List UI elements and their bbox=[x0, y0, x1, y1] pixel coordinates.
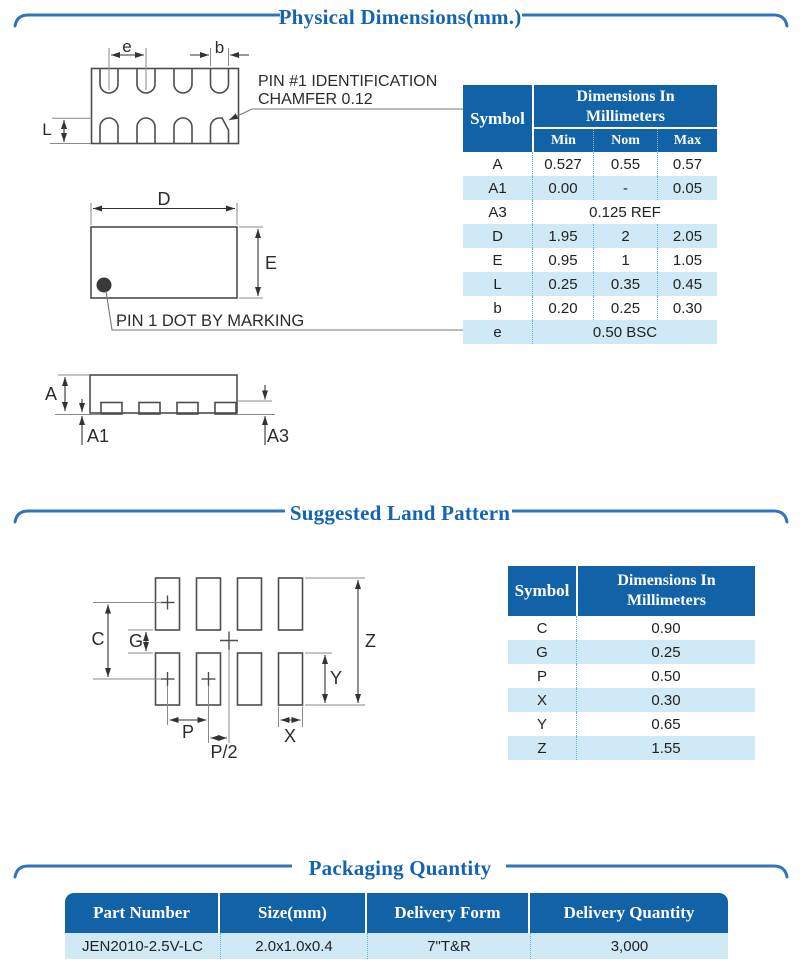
table-row bbox=[463, 224, 717, 248]
cell-symbol: e bbox=[493, 323, 502, 341]
dim-label-A3: A3 bbox=[267, 426, 290, 446]
package-side-view-drawing bbox=[30, 355, 330, 455]
table-row bbox=[463, 200, 717, 224]
pin1-chamfer bbox=[211, 118, 229, 144]
column-header-max: Max bbox=[657, 129, 717, 152]
cell-min: 1.95 bbox=[532, 224, 593, 248]
package-body-outline bbox=[92, 69, 239, 144]
header-line-right bbox=[506, 863, 794, 881]
cell-min: 0.20 bbox=[532, 296, 593, 320]
dim-label-b: b bbox=[214, 40, 225, 57]
cell-max: 0.30 bbox=[657, 296, 717, 320]
table-row bbox=[508, 736, 755, 760]
cell-symbol: Y bbox=[536, 715, 547, 733]
pin1-dot-note: PIN 1 DOT BY MARKING bbox=[116, 312, 305, 330]
cell-max: 0.45 bbox=[657, 272, 717, 296]
table-row bbox=[508, 712, 755, 736]
dim-label-Y: Y bbox=[330, 668, 343, 688]
table-row bbox=[463, 272, 717, 296]
table-header bbox=[508, 566, 755, 616]
page-title: Physical Dimensions(mm.) bbox=[278, 5, 522, 29]
table-row bbox=[463, 320, 717, 344]
table-row bbox=[65, 933, 728, 959]
center-cross-marks bbox=[161, 596, 239, 687]
cell-symbol: E bbox=[492, 251, 503, 269]
table-row bbox=[508, 664, 755, 688]
package-body-outline bbox=[90, 375, 237, 414]
dim-label-A1: A1 bbox=[87, 426, 110, 446]
cell-span-value: 0.50 BSC bbox=[532, 320, 717, 344]
cell-delivery-quantity: 3,000 bbox=[530, 933, 728, 959]
symbol-column-header: Symbol bbox=[514, 581, 570, 600]
column-header-delivery-quantity: Delivery Quantity bbox=[563, 903, 695, 922]
dim-label-e: e bbox=[122, 40, 132, 56]
extension-lines bbox=[55, 375, 275, 415]
dim-label-E: E bbox=[265, 253, 278, 273]
cell-symbol: X bbox=[536, 691, 547, 709]
group-column-header: Dimensions In Millimeters bbox=[617, 572, 716, 609]
cell-symbol: G bbox=[536, 643, 548, 661]
table-row bbox=[463, 152, 717, 176]
pin1-identification-note-line2: CHAMFER 0.12 bbox=[258, 91, 373, 108]
cell-min: 0.95 bbox=[532, 248, 593, 272]
cell-span-value: 0.125 REF bbox=[532, 200, 717, 224]
cell-min: 0.25 bbox=[532, 272, 593, 296]
table-header bbox=[65, 893, 728, 933]
cell-symbol: Z bbox=[537, 739, 547, 757]
dim-label-D: D bbox=[157, 189, 171, 209]
symbol-column-header: Symbol bbox=[470, 108, 525, 128]
dim-label-L: L bbox=[42, 120, 52, 139]
cell-nom: 0.25 bbox=[593, 296, 657, 320]
dim-label-Z: Z bbox=[365, 631, 376, 651]
cell-size: 2.0x1.0x0.4 bbox=[220, 933, 367, 959]
physical-dimensions-table bbox=[463, 85, 717, 344]
dim-label-C: C bbox=[91, 629, 105, 649]
cell-value: 0.25 bbox=[576, 640, 755, 664]
extension-lines bbox=[50, 48, 229, 144]
cell-min: 0.00 bbox=[532, 176, 593, 200]
column-header-part-number: Part Number bbox=[65, 893, 220, 933]
cell-nom: 0.55 bbox=[593, 152, 657, 176]
cell-value: 0.65 bbox=[576, 712, 755, 736]
dim-label-G: G bbox=[128, 631, 144, 651]
section-header-packaging bbox=[0, 854, 800, 882]
cell-symbol: A bbox=[492, 155, 503, 173]
dim-label-A: A bbox=[44, 384, 58, 404]
cell-value: 0.90 bbox=[576, 616, 755, 640]
cell-symbol: A3 bbox=[488, 203, 507, 221]
column-header-min: Min bbox=[551, 132, 576, 148]
cell-nom: - bbox=[593, 176, 657, 200]
table-header bbox=[463, 85, 717, 152]
cell-part-number: JEN2010-2.5V-LC bbox=[82, 937, 203, 955]
table-row bbox=[463, 176, 717, 200]
section-header-land-pattern bbox=[0, 499, 800, 527]
group-column-header: Dimensions In Millimeters bbox=[576, 88, 675, 125]
cell-max: 2.05 bbox=[657, 224, 717, 248]
cell-max: 0.05 bbox=[657, 176, 717, 200]
pin1-identification-note-line1: PIN #1 IDENTIFICATION bbox=[258, 73, 438, 90]
cell-value: 0.30 bbox=[576, 688, 755, 712]
table-row bbox=[508, 616, 755, 640]
land-pattern-table bbox=[508, 566, 755, 760]
cell-delivery-form: 7"T&R bbox=[367, 933, 530, 959]
packaging-quantity-table bbox=[65, 893, 728, 959]
extension-lines bbox=[93, 578, 365, 743]
dim-label-X: X bbox=[283, 726, 297, 746]
section-title: Packaging Quantity bbox=[308, 856, 492, 880]
cell-max: 1.05 bbox=[657, 248, 717, 272]
land-pattern-drawing bbox=[60, 550, 400, 785]
table-row bbox=[463, 248, 717, 272]
section-title: Suggested Land Pattern bbox=[289, 501, 511, 525]
column-header-nom: Nom bbox=[593, 129, 657, 152]
cell-value: 0.50 bbox=[576, 664, 755, 688]
dimension-arrows bbox=[93, 209, 258, 297]
dim-label-P: P bbox=[181, 722, 195, 742]
cell-symbol: b bbox=[493, 299, 502, 317]
dimension-arrows bbox=[108, 580, 358, 738]
table-row bbox=[508, 640, 755, 664]
table-row bbox=[463, 296, 717, 320]
pin1-dot bbox=[97, 278, 112, 293]
cell-symbol: A1 bbox=[488, 179, 507, 197]
cell-nom: 2 bbox=[593, 224, 657, 248]
package-body-outline bbox=[91, 227, 237, 298]
header-line-right bbox=[522, 12, 794, 30]
dim-label-P2: P/2 bbox=[210, 742, 238, 762]
cell-symbol: C bbox=[536, 619, 548, 637]
subheader-row bbox=[534, 129, 717, 152]
cell-nom: 0.35 bbox=[593, 272, 657, 296]
header-line-right bbox=[512, 508, 794, 526]
section-header-physical-dimensions bbox=[0, 3, 800, 31]
cell-symbol: P bbox=[536, 667, 547, 685]
cell-value: 1.55 bbox=[576, 736, 755, 760]
column-header-size: Size(mm) bbox=[220, 893, 367, 933]
column-header-delivery-form: Delivery Form bbox=[367, 893, 530, 933]
cell-symbol: L bbox=[493, 275, 502, 293]
table-row bbox=[508, 688, 755, 712]
cell-min: 0.527 bbox=[532, 152, 593, 176]
cell-symbol: D bbox=[492, 227, 503, 245]
cell-max: 0.57 bbox=[657, 152, 717, 176]
cell-nom: 1 bbox=[593, 248, 657, 272]
